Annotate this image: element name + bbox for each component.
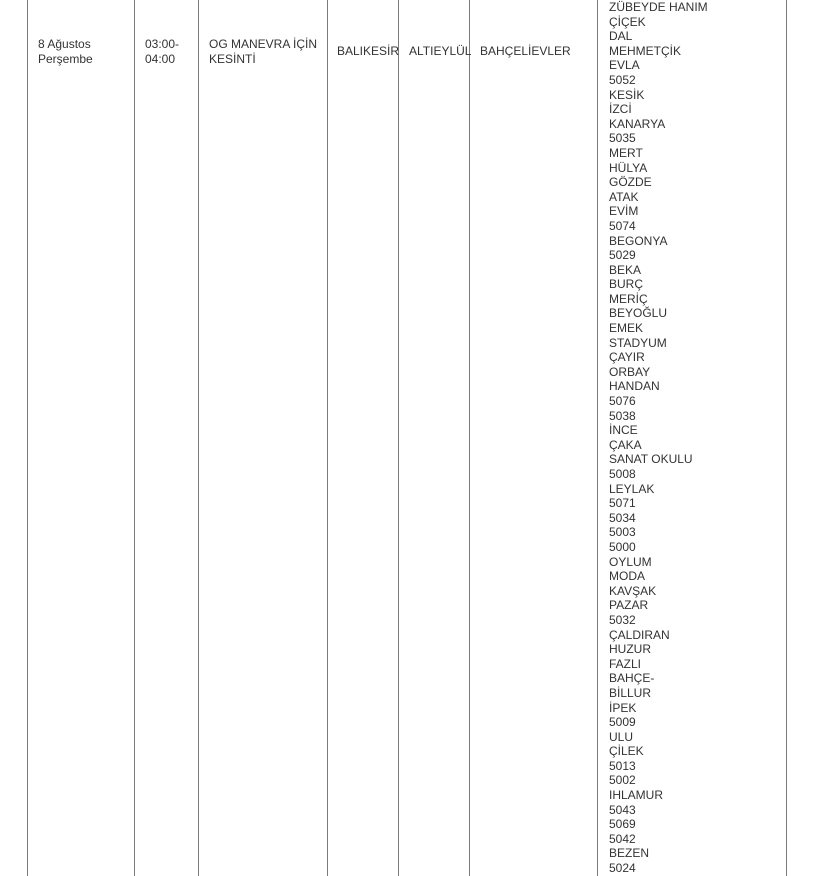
column-divider xyxy=(327,0,328,876)
street-name: BURÇ xyxy=(609,277,644,292)
street-name: 5029 xyxy=(609,248,636,263)
street-name: 5013 xyxy=(609,758,636,773)
street-name: GÖZDE xyxy=(609,175,652,190)
street-name: MERİÇ xyxy=(609,291,648,306)
street-name: 5000 xyxy=(609,539,636,554)
street-name: İZCİ xyxy=(609,102,632,117)
street-name: IHLAMUR xyxy=(609,788,664,803)
street-name: 5002 xyxy=(609,773,636,788)
street-name: EVİM xyxy=(609,204,639,219)
street-name: KAVŞAK xyxy=(609,583,657,598)
street-name: ÇAKA xyxy=(609,437,642,452)
street-name: 5034 xyxy=(609,510,636,525)
street-name: OYLUM xyxy=(609,554,652,569)
time-cell xyxy=(145,37,197,67)
district-cell: ALTIEYLÜL xyxy=(409,44,471,58)
streets-cell xyxy=(609,0,779,876)
street-name: BAHÇE- xyxy=(609,671,655,686)
reason-cell xyxy=(209,37,327,67)
street-name: 5009 xyxy=(609,715,636,730)
street-name: İPEK xyxy=(609,700,637,715)
street-name: ULU xyxy=(609,729,634,744)
street-name: HANDAN xyxy=(609,379,660,394)
street-name: 5042 xyxy=(609,831,636,846)
street-name: 5008 xyxy=(609,467,636,481)
street-name: FAZLI xyxy=(609,656,642,671)
neighborhood-cell: BAHÇELİEVLER xyxy=(480,44,571,58)
street-name: 5035 xyxy=(609,131,636,146)
column-divider xyxy=(134,0,135,876)
reason-line-1: OG MANEVRA İÇİN xyxy=(209,37,318,51)
street-list xyxy=(609,0,779,876)
street-name: SANAT OKULU xyxy=(609,452,693,467)
column-divider xyxy=(198,0,199,876)
street-name: EVLA xyxy=(609,58,640,73)
column-divider xyxy=(786,0,787,876)
street-name: BEKA xyxy=(609,262,642,277)
street-name: 5038 xyxy=(609,408,636,423)
street-name: STADYUM xyxy=(609,335,667,350)
street-name: MODA xyxy=(609,569,645,584)
street-name: EMEK xyxy=(609,321,644,336)
date-weekday: Perşembe xyxy=(38,52,93,66)
street-name: İNCE xyxy=(609,423,638,438)
street-name: BEGONYA xyxy=(609,233,668,248)
street-name: 5024 xyxy=(609,861,636,876)
street-name: DAL xyxy=(609,29,633,44)
street-name: ATAK xyxy=(609,189,639,204)
street-name: 5074 xyxy=(609,218,636,233)
street-name: 5069 xyxy=(609,817,636,832)
street-name: ÇİÇEK xyxy=(609,14,646,29)
street-name: ZÜBEYDE HANIM xyxy=(609,0,708,14)
street-name: 5003 xyxy=(609,525,636,540)
column-divider xyxy=(469,0,470,876)
date-day: 8 Ağustos xyxy=(38,37,91,51)
street-name: ORBAY xyxy=(609,364,651,379)
street-name: KESİK xyxy=(609,87,645,102)
time-start: 03:00- xyxy=(145,37,180,51)
column-divider xyxy=(398,0,399,876)
street-name: 5032 xyxy=(609,612,636,627)
date-cell xyxy=(38,37,130,67)
street-name: 5076 xyxy=(609,394,636,409)
column-divider xyxy=(27,0,28,876)
street-name: LEYLAK xyxy=(609,481,655,496)
street-name: MEHMETÇİK xyxy=(609,43,681,58)
street-name: BEYOĞLU xyxy=(609,306,668,321)
reason-line-2: KESİNTİ xyxy=(209,52,256,66)
street-name: KANARYA xyxy=(609,116,666,131)
street-name: BİLLUR xyxy=(609,685,652,700)
street-name: ÇALDIRAN xyxy=(609,627,670,642)
street-name: MERT xyxy=(609,145,643,160)
street-name: PAZAR xyxy=(609,598,649,613)
street-name: BEZEN xyxy=(609,846,650,861)
street-name: HUZUR xyxy=(609,642,651,657)
column-divider xyxy=(597,0,598,876)
street-name: ÇİLEK xyxy=(609,744,644,759)
street-name: ÇAYIR xyxy=(609,350,645,365)
street-name: 5071 xyxy=(609,496,636,511)
city-cell: BALIKESİR xyxy=(337,44,400,58)
street-name: HÜLYA xyxy=(609,160,648,175)
street-name: 5052 xyxy=(609,72,636,87)
street-name: 5043 xyxy=(609,802,636,817)
time-end: 04:00 xyxy=(145,52,176,66)
